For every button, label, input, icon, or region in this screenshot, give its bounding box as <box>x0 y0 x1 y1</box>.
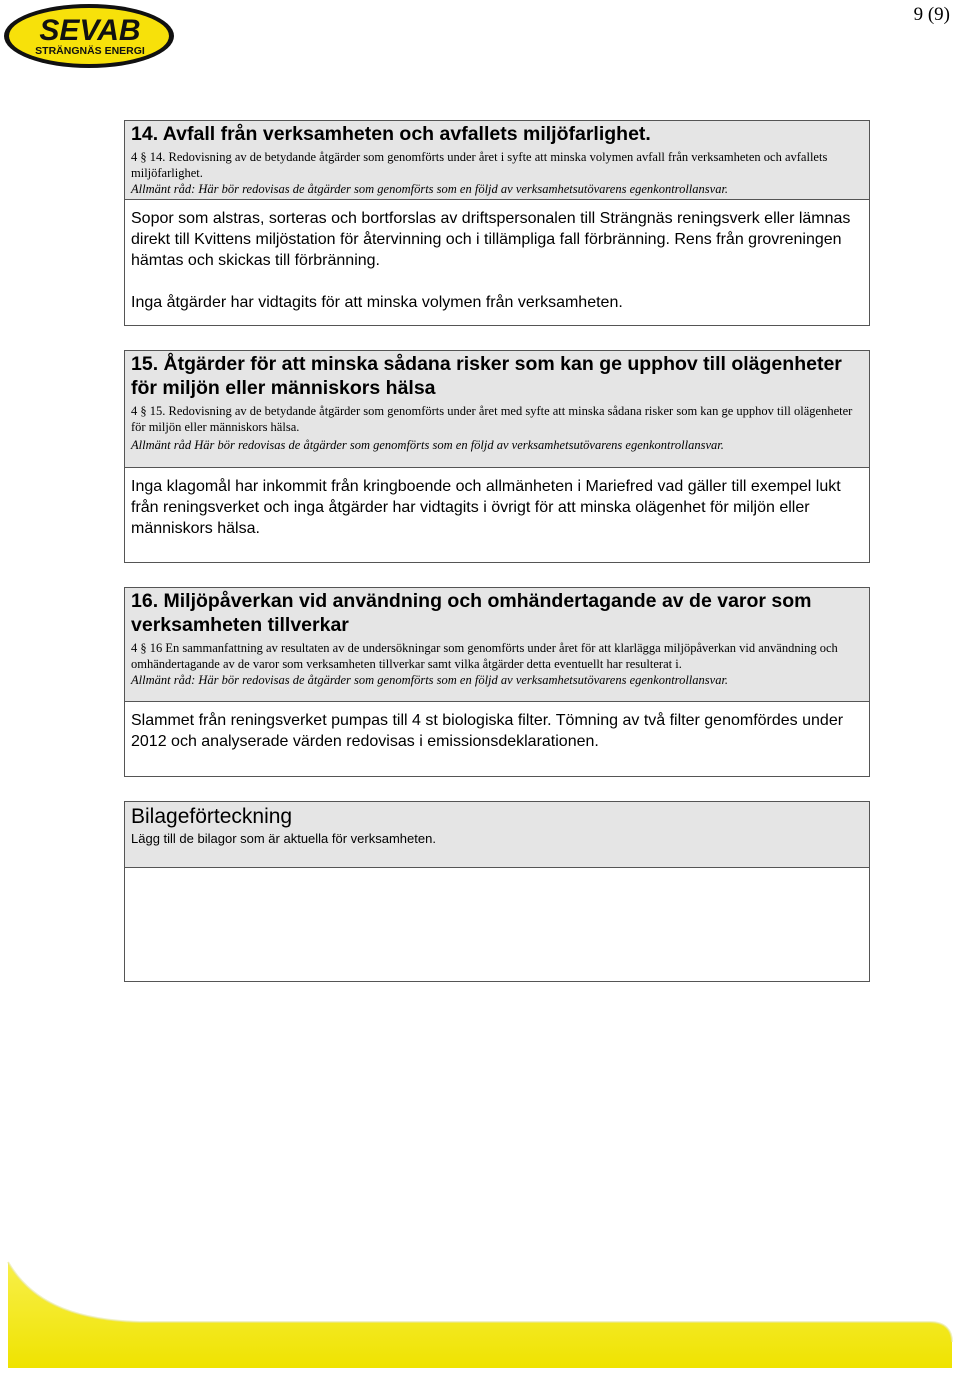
sevab-logo <box>2 2 176 70</box>
section-16-body[interactable] <box>125 702 869 758</box>
section-14-paragraph: Inga åtgärder har vidtagits för att minska volymen från verksamheten. <box>131 294 623 311</box>
section-attachments-subtitle: Lägg till de bilagor som är aktuella för verksamheten. <box>131 831 436 846</box>
section-16-advice: Allmänt råd: Här bör redovisas de åtgärder som genomförts som en följd av verksamhetsutövarens egenkontrollansvar. <box>131 673 729 687</box>
section-16 <box>124 587 870 777</box>
section-14-advice: Allmänt råd: Här bör redovisas de åtgärder som genomförts som en följd av verksamhetsutövarens egenkontrollansvar. <box>131 182 729 196</box>
section-15-paragraph: Inga klagomål har inkommit från kringboende och allmänheten i Mariefred vad gäller till exempel lukt från reningsverket och inga åtgärder har vidtagits i övrigt för att minska olägenhet för miljön eller människors hälsa. <box>131 478 841 537</box>
section-14-header <box>125 121 869 200</box>
section-15-description: 4 § 15. Redovisning av de betydande åtgärder som genomförts under året med syfte att minska sådana risker som kan ge upphov till olägenheter för miljön eller människors hälsa. <box>131 404 853 434</box>
section-attachments <box>124 801 870 982</box>
section-14-description: 4 § 14. Redovisning av de betydande åtgärder som genomförts under året i syfte att minska volymen avfall från verksamheten och avfallets miljöfarlighet. <box>131 150 828 180</box>
section-attachments-title: Bilageförteckning <box>131 805 293 828</box>
section-attachments-header <box>125 802 869 868</box>
section-15-header <box>125 351 869 468</box>
section-16-description: 4 § 16 En sammanfattning av resultaten av de undersökningar som genomförts under året för att klarlägga miljöpåverkan vid användning och omhändertagande av de varor som verksamheten tillverkar samt vilka åtgärder detta eventuellt har resulterat i. <box>131 641 838 671</box>
section-attachments-body[interactable] <box>125 868 869 982</box>
section-15 <box>124 350 870 563</box>
section-16-paragraph: Slammet från reningsverket pumpas till 4 st biologiska filter. Tömning av två filter genomfördes under 2012 och analyserade värden redovisas i emissionsdeklarationen. <box>131 712 844 750</box>
footer-swoosh-decoration <box>0 1250 960 1375</box>
section-15-title: 15. Åtgärder för att minska sådana risker som kan ge upphov till olägenheter för miljön eller människors hälsa <box>131 353 842 399</box>
section-14-title: 14. Avfall från verksamheten och avfallets miljöfarlighet. <box>131 123 651 145</box>
section-16-title: 16. Miljöpåverkan vid användning och omhändertagande av de varor som verksamheten tillverkar <box>131 590 812 636</box>
logo-text: SEVAB <box>39 14 141 47</box>
section-14-body[interactable] <box>125 200 869 319</box>
page-number: 9 (9) <box>913 4 950 25</box>
logo-subtext: STRÄNGNÄS ENERGI <box>35 45 145 57</box>
section-15-body[interactable] <box>125 468 869 545</box>
section-14 <box>124 120 870 326</box>
section-16-header <box>125 588 869 702</box>
section-15-advice: Allmänt råd Här bör redovisas de åtgärder som genomförts som en följd av verksamhetsutövarens egenkontrollansvar. <box>131 438 724 452</box>
section-14-paragraph: Sopor som alstras, sorteras och bortforslas av driftspersonalen till Strängnäs reningsverk eller lämnas direkt till Kvittens miljöstation för återvinning och i tillämpliga fall förbränning. Rens från grovreningen hämtas och skickas till förbränning. <box>131 210 851 269</box>
